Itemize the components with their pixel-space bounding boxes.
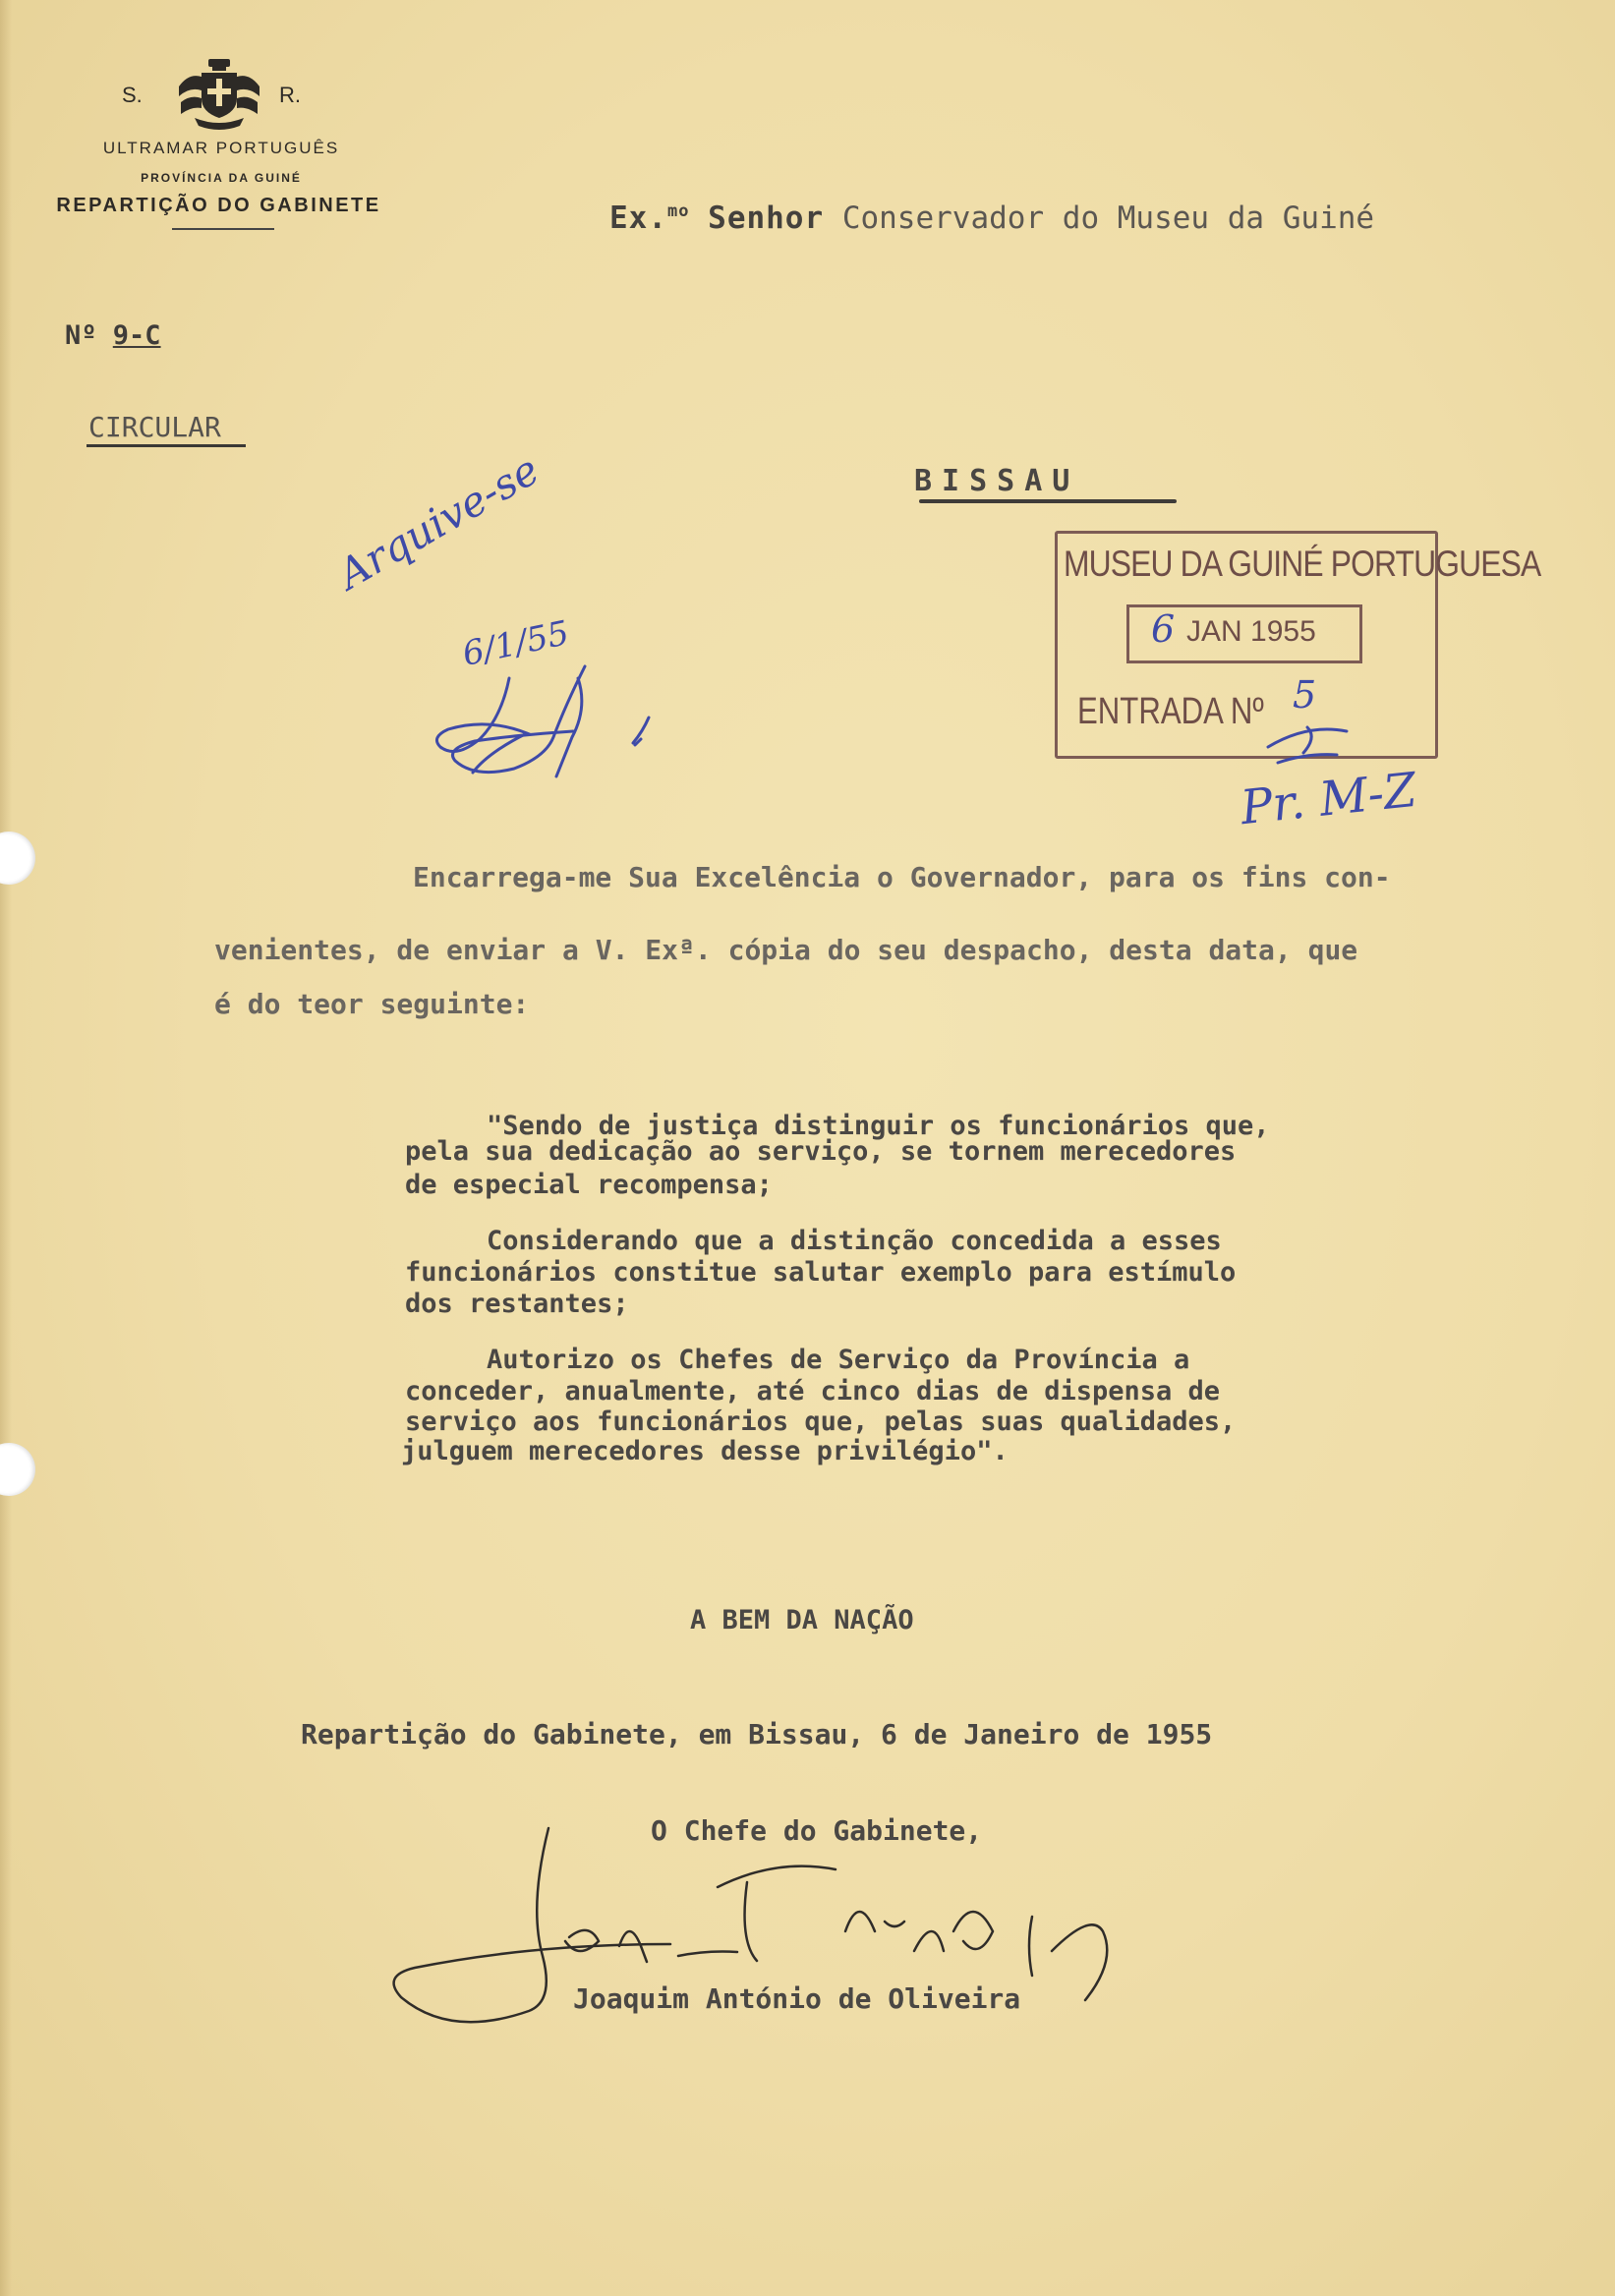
page-crease	[0, 0, 12, 2296]
coat-of-arms-icon	[175, 57, 263, 134]
letterhead-line2: PROVÍNCIA DA GUINÉ	[141, 171, 302, 185]
addressee-line	[609, 201, 1374, 236]
addressee-title: Senhor	[708, 201, 825, 236]
letterhead-left-initial: S.	[122, 83, 143, 107]
handwritten-archive-note: Arquive-se	[329, 445, 548, 599]
quote-line: Considerando que a distinção concedida a esses	[487, 1226, 1222, 1256]
letterhead-line3: REPARTIÇÃO DO GABINETE	[56, 195, 381, 216]
stamp-entry-number: 5	[1293, 673, 1317, 717]
stamp-entry-label: ENTRADA Nº	[1077, 691, 1264, 732]
reference-number	[65, 320, 161, 351]
quote-line: funcionários constitue salutar exemplo para estímulo	[405, 1257, 1237, 1288]
closing-formula: A BEM DA NAÇÃO	[690, 1605, 914, 1636]
addressee-name: Conservador do Museu da Guiné	[841, 201, 1375, 236]
punch-hole	[0, 1443, 35, 1496]
place-heading: BISSAU	[914, 464, 1080, 498]
quote-line: de especial recompensa;	[405, 1170, 773, 1200]
signatory-name: Joaquim António de Oliveira	[573, 1982, 1021, 2015]
quote-line: julguem merecedores desse privilégio".	[401, 1436, 1009, 1466]
handwritten-pr-note: Pr. M-Z	[1238, 762, 1419, 836]
handwritten-archive-date: 6/1/55	[459, 613, 573, 674]
quote-line: pela sua dedicação ao serviço, se tornem merecedores	[405, 1136, 1237, 1167]
body-paragraph-line: é do teor seguinte:	[214, 988, 530, 1020]
dateline: Repartição do Gabinete, em Bissau, 6 de Janeiro de 1955	[301, 1718, 1213, 1751]
stamp-date-rest: JAN 1955	[1186, 615, 1316, 648]
body-paragraph-line: Encarrega-me Sua Excelência o Governador, para os fins con-	[413, 861, 1391, 893]
quote-line: "Sendo de justiça distinguir os funcionários que,	[487, 1111, 1270, 1141]
reception-stamp	[1055, 531, 1541, 759]
body-paragraph-line: venientes, de enviar a V. Exª. cópia do seu despacho, desta data, que	[214, 934, 1358, 966]
punch-hole	[0, 832, 35, 885]
stamp-museum-name: MUSEU DA GUINÉ PORTUGUESA	[1064, 544, 1541, 584]
quote-line: conceder, anualmente, até cinco dias de dispensa de	[405, 1376, 1221, 1406]
letterhead-line1: ULTRAMAR PORTUGUÊS	[102, 139, 340, 157]
letterhead-rule	[172, 228, 274, 230]
letterhead-right-initial: R.	[279, 83, 301, 107]
quote-line: Autorizo os Chefes de Serviço da Província a	[487, 1345, 1190, 1375]
circular-label: CIRCULAR	[88, 411, 221, 443]
reference-prefix: Nº	[65, 320, 97, 351]
quote-line: dos restantes;	[405, 1289, 629, 1319]
circular-underline	[87, 444, 246, 447]
stamp-date-box	[1126, 604, 1362, 663]
signatory-title: O Chefe do Gabinete,	[651, 1814, 983, 1847]
place-underline	[919, 499, 1177, 503]
addressee-honorific: Ex.	[609, 201, 667, 236]
quote-line: serviço aos funcionários que, pelas suas qualidades,	[405, 1406, 1237, 1437]
stamp-date	[1145, 607, 1316, 651]
stamp-handwritten-day: 6	[1151, 607, 1176, 651]
reference-code: 9-C	[112, 320, 161, 351]
addressee-honorific-sup: mo	[667, 201, 690, 221]
